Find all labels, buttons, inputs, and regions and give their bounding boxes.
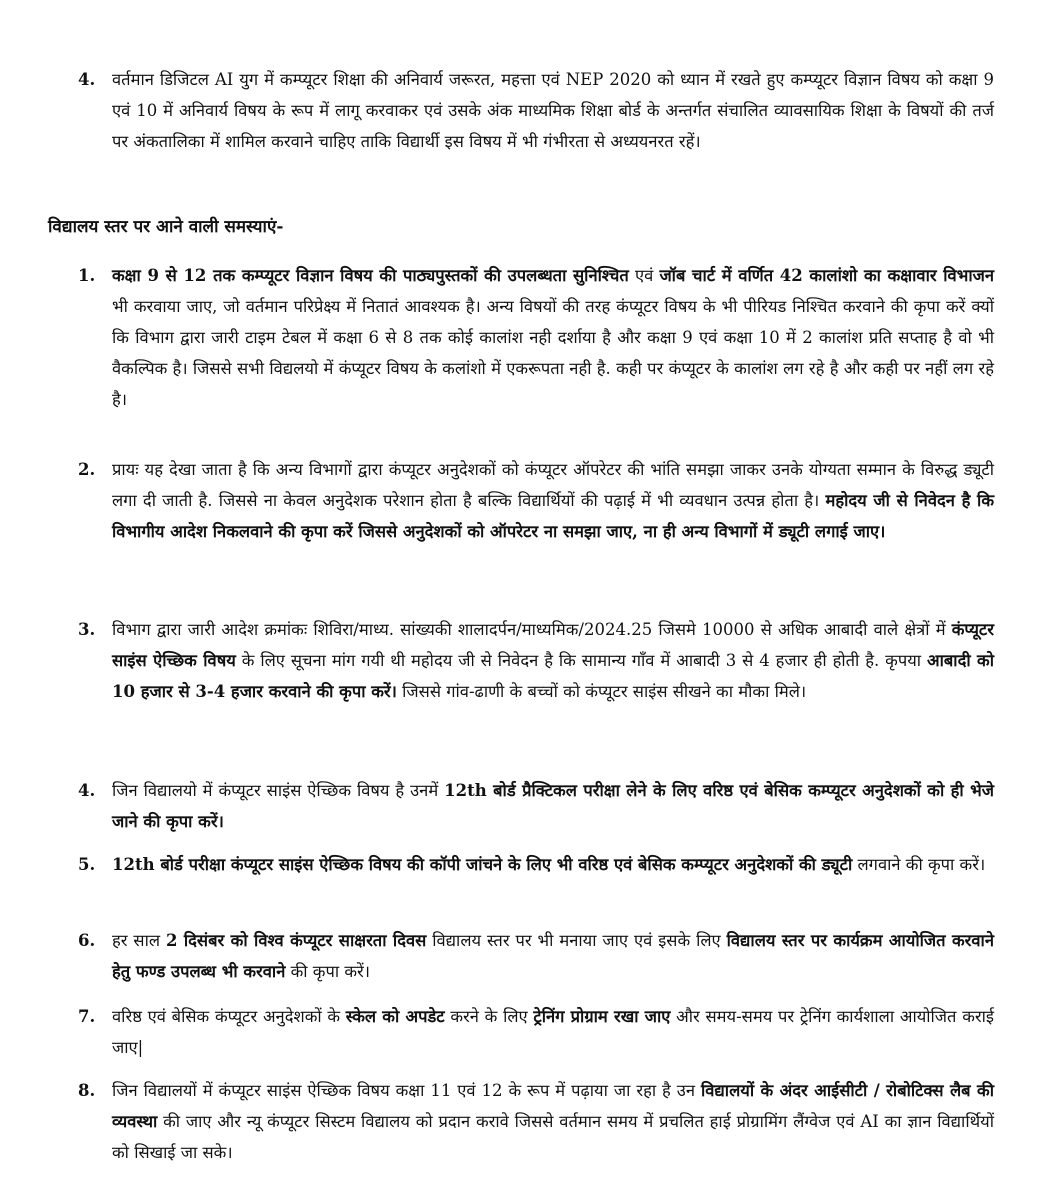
bold-text-run: कंप्यूटर साइंस ऐच्छिक विषय	[112, 620, 994, 670]
list-number: 8.	[78, 1081, 96, 1100]
bold-text-run: आबादी को 10 हजार से 3-4 हजार करवाने की कृपा करें।	[112, 651, 994, 701]
text-run: हर साल	[112, 931, 166, 950]
section-heading: विद्यालय स्तर पर आने वाली समस्याएं-	[48, 217, 284, 237]
text-run: के लिए सूचना मांग गयी थी महोदय जी से निवेदन है कि सामान्य गाँव में आबादी 3 से 4 हजार ही होती है. कृपया	[235, 651, 928, 670]
text-run: लगवाने की कृपा करें।	[852, 855, 986, 874]
text-run: की कृपा करें।	[285, 962, 371, 981]
list-number: 3.	[78, 620, 96, 639]
list-text	[112, 1075, 994, 1168]
text-run: विद्यालय स्तर पर भी मनाया जाए एवं इसके लिए	[426, 931, 727, 950]
list-text	[112, 260, 994, 415]
text-run: की जाए और न्यू कंप्यूटर सिस्टम विद्यालय को प्रदान करावे जिससे वर्तमान समय में प्रचलित हाई प्रोग्रामिंग लैंग्वेज एवं AI का ज्ञान विद्यार्थियों को सिखाई जा सके।	[112, 1112, 994, 1162]
list-text	[112, 775, 994, 837]
bold-text-run: विद्यालय स्तर पर कार्यक्रम आयोजित करवाने हेतु फण्ड उपलब्ध भी करवाने	[112, 931, 994, 981]
point-text	[112, 64, 994, 157]
bold-text-run: 12th बोर्ड परीक्षा कंप्यूटर साइंस ऐच्छिक विषय की कॉपी जांचने के लिए भी वरिष्ठ एवं बेसिक कम्प्यूटर अनुदेशकों की ड्यूटी	[112, 855, 853, 874]
text-run: विभाग द्वारा जारी आदेश क्रमांकः शिविरा/माध्य. सांख्यकी शालादर्पन/माध्यमिक/2024.25 जिसमे 10000 से अधिक आबादी वाले क्षेत्रों में	[112, 620, 952, 639]
list-number: 2.	[78, 460, 96, 479]
list-text	[112, 849, 994, 880]
point-4-top	[78, 64, 994, 157]
bold-text-run: स्केल को अपडेट	[345, 1007, 445, 1026]
list-item-5	[78, 849, 994, 880]
list-number: 7.	[78, 1007, 96, 1026]
list-item-6	[78, 925, 994, 987]
text-run: एवं	[628, 266, 660, 285]
text-run: जिससे गांव-ढाणी के बच्चों को कंप्यूटर साइंस सीखने का मौका मिले।	[396, 682, 807, 701]
text-run: भी करवाया जाए, जो वर्तमान परिप्रेक्ष्य में नितातं आवश्यक है। अन्य विषयों की तरह कंप्यूटर विषय के भी पीरियड निश्चित करवाने की कृपा करें क्यों कि विभाग द्वारा जारी टाइम टेबल में कक्षा 6 से 8 तक कोई कालांश नही दर्शाया है और कक्षा 9 एवं कक्षा 10 में 2 कालांश प्रति सप्ताह है वो भी वैकल्पिक है। जिससे सभी विद्यलयो में कंप्यूटर विषय के कलांशो में एकरूपता नही है. कही पर कंप्यूटर के कालांश लग रहे है और कही पर नहीं लग रहे है।	[112, 297, 994, 409]
list-text	[112, 925, 994, 987]
text-run: जिन विद्यालयो में कंप्यूटर साइंस ऐच्छिक विषय है उनमें	[112, 781, 445, 800]
text-run: वरिष्ठ एवं बेसिक कंप्यूटर अनुदेशकों के	[112, 1007, 346, 1026]
list-item-8	[78, 1075, 994, 1168]
bold-text-run: महोदय जी से निवेदन है कि विभागीय आदेश निकलवाने की कृपा करें जिससे अनुदेशकों को ऑपरेटर ना समझा जाए, ना ही अन्य विभागों में ड्यूटी लगाई जाए।	[112, 491, 994, 541]
list-text	[112, 614, 994, 707]
list-number: 5.	[78, 855, 96, 874]
list-item-3	[78, 614, 994, 707]
list-item-7	[78, 1001, 994, 1063]
text-run: वर्तमान डिजिटल AI युग में कम्प्यूटर शिक्षा की अनिवार्य जरूरत, महत्ता एवं NEP 2020 को ध्यान में रखते हुए कम्प्यूटर विज्ञान विषय को कक्षा 9 एवं 10 में अनिवार्य विषय के रूप में लागू करवाकर एवं उसके अंक माध्यमिक शिक्षा बोर्ड के अन्तर्गत संचालित व्यावसायिक शिक्षा के विषयों की तर्ज पर अंकतालिका में शामिल करवाने चाहिए ताकि विद्यार्थी इस विषय में भी गंभीरता से अध्ययनरत रहें।	[112, 70, 994, 151]
list-number: 6.	[78, 931, 96, 950]
bold-text-run: जॉब चार्ट में वर्णित 42 कालांशो का कक्षावार विभाजन	[659, 266, 994, 285]
bold-text-run: 12th बोर्ड प्रैक्टिकल परीक्षा लेने के लिए वरिष्ठ एवं बेसिक कम्प्यूटर अनुदेशकों को ही भेजे जाने की कृपा करें।	[112, 781, 994, 831]
list-item-2	[78, 454, 994, 547]
bold-text-run: 2 दिसंबर को विश्व कंप्यूटर साक्षरता दिवस	[165, 931, 427, 950]
list-item-4	[78, 775, 994, 837]
text-run: प्रायः यह देखा जाता है कि अन्य विभागों द्वारा कंप्यूटर अनुदेशकों को कंप्यूटर ऑपरेटर की भांति समझा जाकर उनके योग्यता सम्मान के विरुद्ध ड्यूटी लगा दी जाती है. जिससे ना केवल अनुदेशक परेशान होता है बल्कि विद्यार्थियों की पढ़ाई में भी व्यवधान उत्पन्न होता है।	[112, 460, 994, 510]
list-text	[112, 454, 994, 547]
text-run: और समय-समय पर ट्रेनिंग कार्यशाला आयोजित कराई जाए|	[112, 1007, 994, 1057]
list-number: 4.	[78, 781, 96, 800]
bold-text-run: विद्यालयों के अंदर आईसीटी / रोबोटिक्स लैब की व्यवस्था	[112, 1081, 995, 1131]
bold-text-run: कक्षा 9 से 12 तक कम्प्यूटर विज्ञान विषय की पाठ्यपुस्तकों की उपलब्धता सुनिश्चित	[112, 266, 629, 285]
list-item-1	[78, 260, 994, 415]
list-text	[112, 1001, 994, 1063]
point-number: 4.	[78, 70, 96, 89]
text-run: करने के लिए	[444, 1007, 534, 1026]
bold-text-run: ट्रेनिंग प्रोग्राम रखा जाए	[533, 1007, 671, 1026]
text-run: जिन विद्यालयों में कंप्यूटर साइंस ऐच्छिक विषय कक्षा 11 एवं 12 के रूप में पढ़ाया जा रहा है उन	[112, 1081, 701, 1100]
list-number: 1.	[78, 266, 96, 285]
